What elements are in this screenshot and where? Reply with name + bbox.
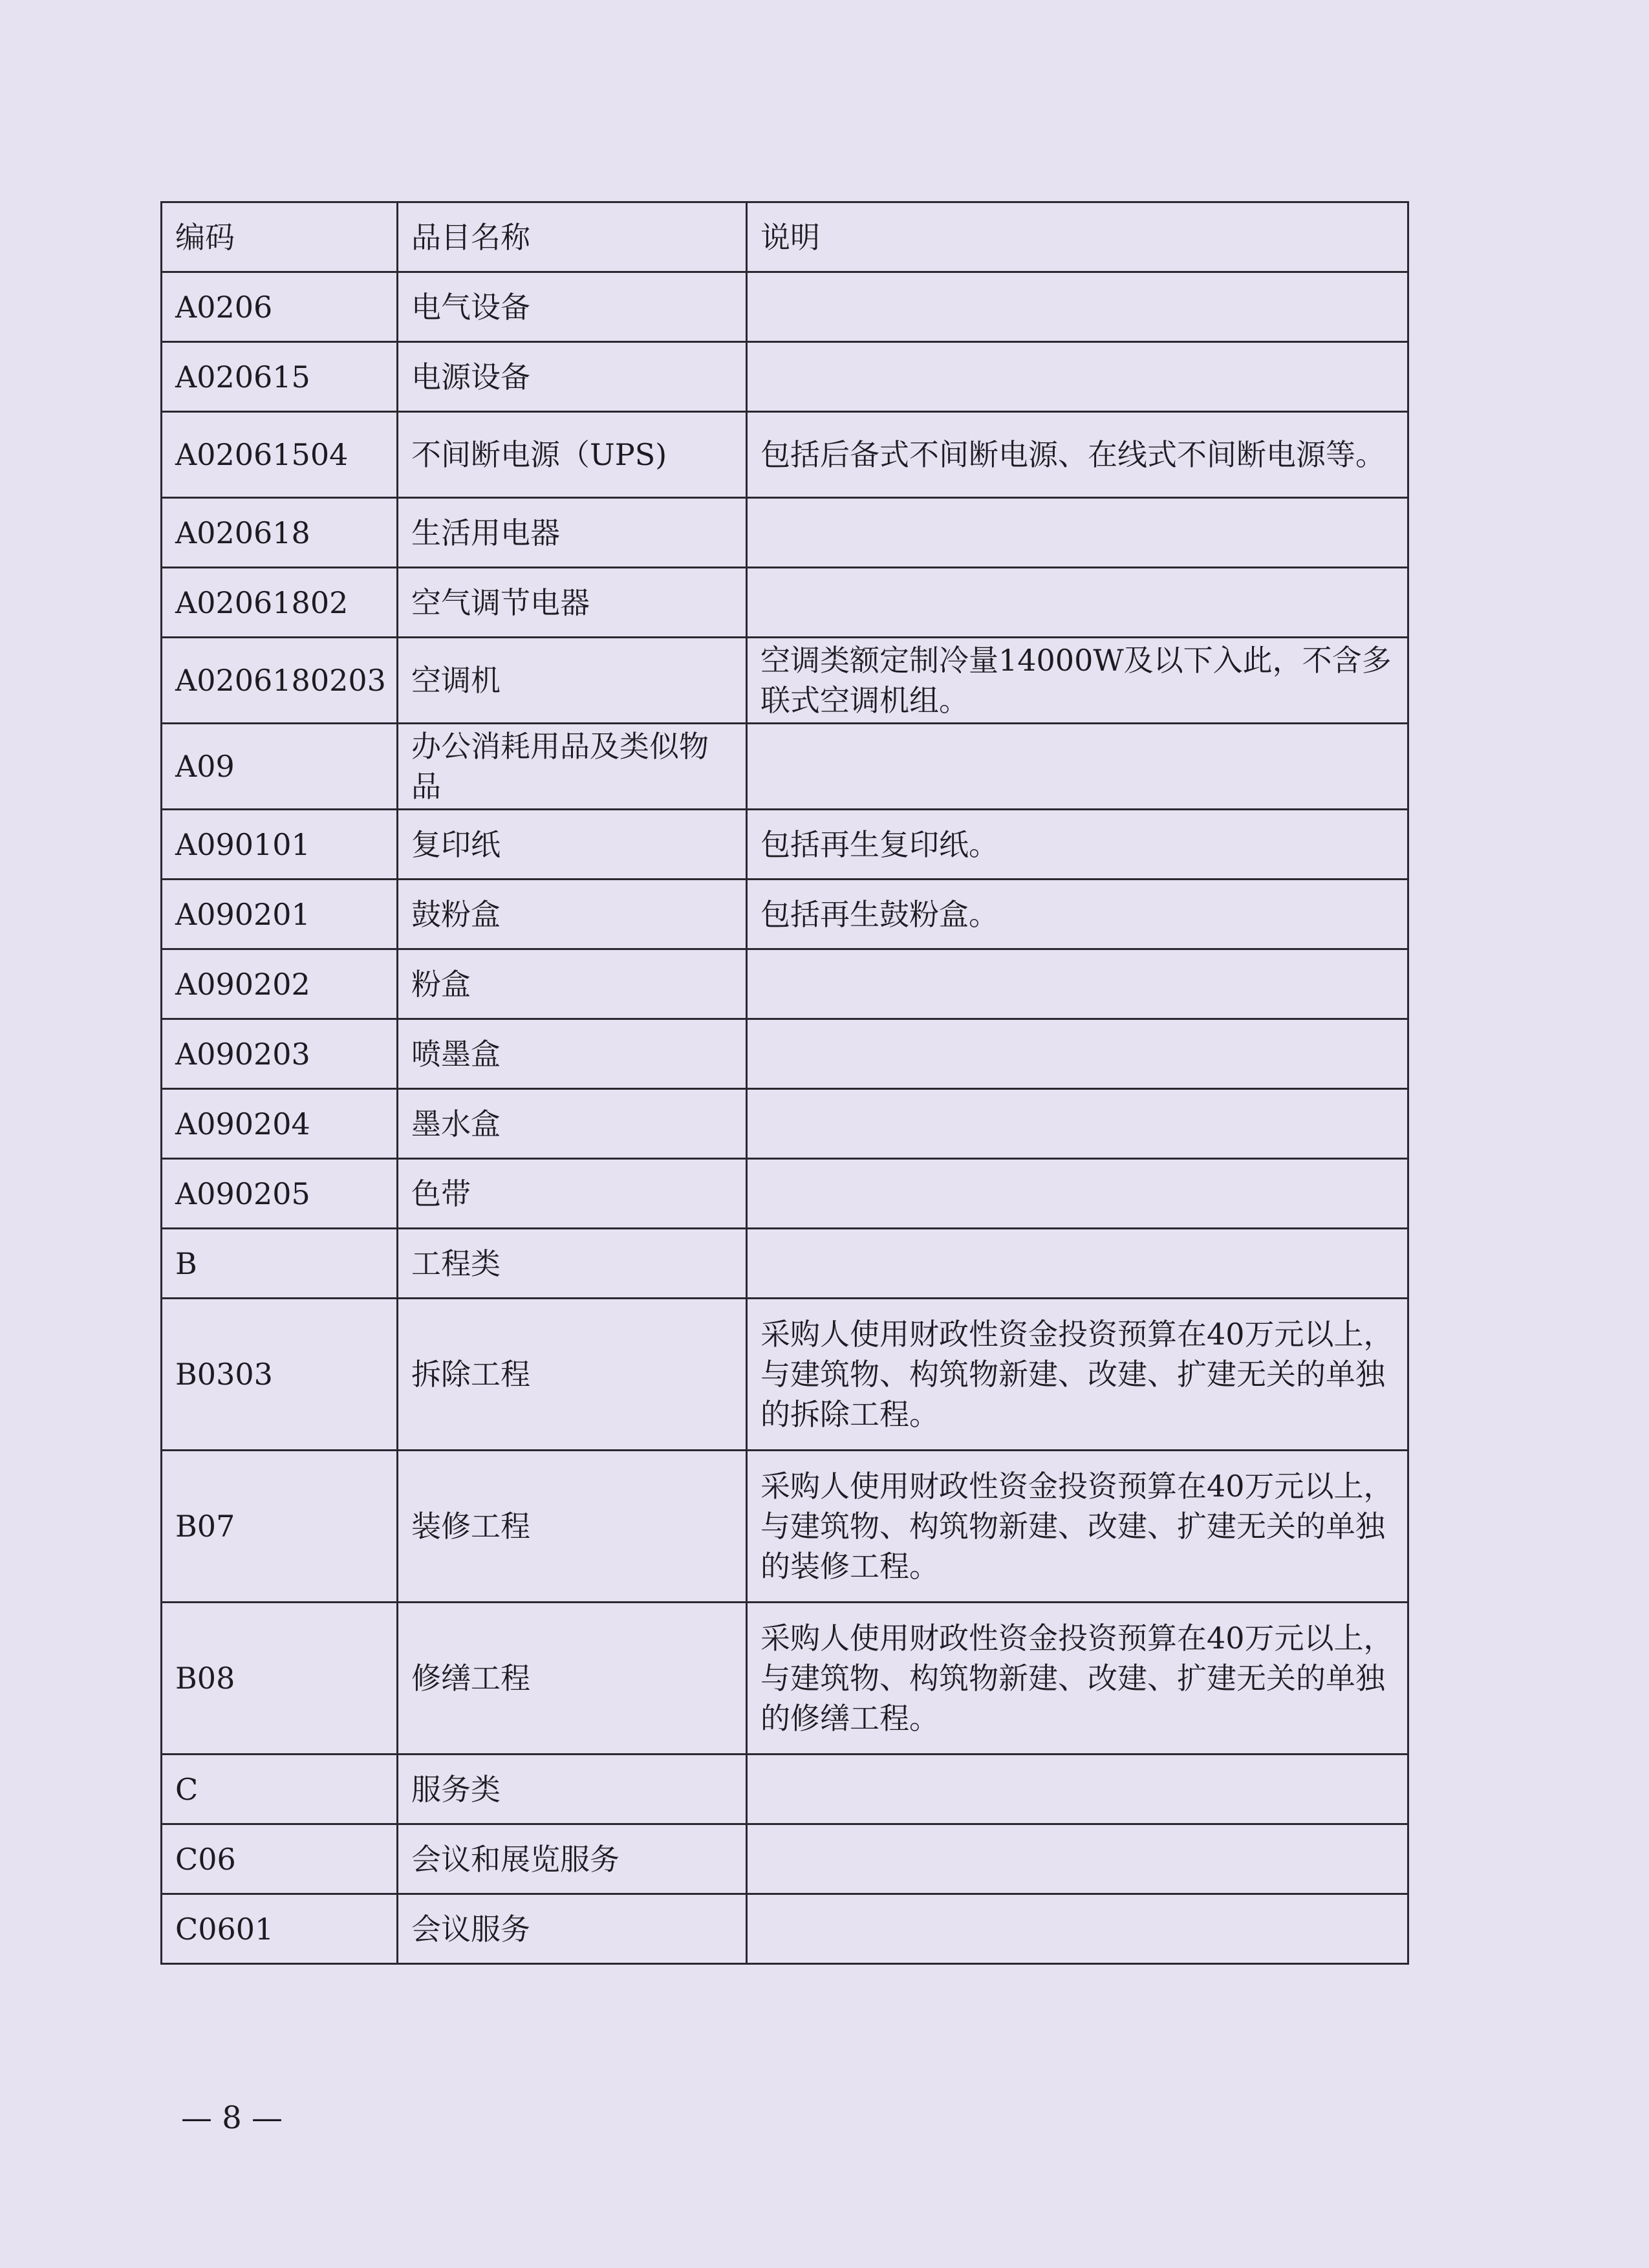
cell-name: 会议和展览服务 (398, 1824, 747, 1894)
cell-code: C0601 (162, 1894, 398, 1964)
cell-name: 工程类 (398, 1229, 747, 1299)
cell-name: 办公消耗用品及类似物品 (398, 724, 747, 810)
cell-desc: 空调类额定制冷量14000W及以下入此，不含多联式空调机组。 (747, 638, 1408, 724)
cell-code: A020615 (162, 342, 398, 412)
cell-code: C06 (162, 1824, 398, 1894)
cell-code: A090203 (162, 1019, 398, 1089)
table-row (162, 1299, 1408, 1451)
cell-code: A0206180203 (162, 638, 398, 724)
table-row (162, 638, 1408, 724)
cell-desc (747, 1894, 1408, 1964)
cell-code: A0206 (162, 272, 398, 342)
cell-name: 空调机 (398, 638, 747, 724)
cell-name: 粉盒 (398, 949, 747, 1019)
cell-code: B07 (162, 1451, 398, 1603)
header-description: 说明 (747, 202, 1408, 272)
table-row (162, 1229, 1408, 1299)
cell-desc (747, 724, 1408, 810)
cell-name: 生活用电器 (398, 498, 747, 568)
cell-code: A020618 (162, 498, 398, 568)
cell-desc: 包括后备式不间断电源、在线式不间断电源等。 (747, 412, 1408, 498)
cell-code: A090205 (162, 1159, 398, 1229)
cell-code: B08 (162, 1603, 398, 1755)
cell-code: B (162, 1229, 398, 1299)
cell-desc: 采购人使用财政性资金投资预算在40万元以上，与建筑物、构筑物新建、改建、扩建无关的单独的拆除工程。 (747, 1299, 1408, 1451)
cell-code: A09 (162, 724, 398, 810)
table-row (162, 880, 1408, 949)
cell-name: 色带 (398, 1159, 747, 1229)
cell-desc (747, 568, 1408, 638)
table-row (162, 1451, 1408, 1603)
table-row (162, 568, 1408, 638)
procurement-catalog-table (160, 201, 1409, 1965)
cell-name: 空气调节电器 (398, 568, 747, 638)
cell-name: 装修工程 (398, 1451, 747, 1603)
cell-name: 鼓粉盒 (398, 880, 747, 949)
table-row (162, 272, 1408, 342)
cell-name: 服务类 (398, 1755, 747, 1824)
cell-name: 墨水盒 (398, 1089, 747, 1159)
page-number: — 8 — (181, 2100, 283, 2136)
cell-code: A090204 (162, 1089, 398, 1159)
cell-desc: 包括再生复印纸。 (747, 810, 1408, 880)
cell-desc (747, 1755, 1408, 1824)
table-header-row (162, 202, 1408, 272)
cell-name: 会议服务 (398, 1894, 747, 1964)
cell-desc: 包括再生鼓粉盒。 (747, 880, 1408, 949)
cell-desc (747, 342, 1408, 412)
table-row (162, 1824, 1408, 1894)
cell-name: 修缮工程 (398, 1603, 747, 1755)
table-row (162, 1159, 1408, 1229)
cell-code: A02061802 (162, 568, 398, 638)
table-row (162, 412, 1408, 498)
cell-desc (747, 1229, 1408, 1299)
cell-name: 电气设备 (398, 272, 747, 342)
table-row (162, 1894, 1408, 1964)
cell-name: 喷墨盒 (398, 1019, 747, 1089)
table-row (162, 1089, 1408, 1159)
cell-desc (747, 1159, 1408, 1229)
cell-name: 电源设备 (398, 342, 747, 412)
cell-code: C (162, 1755, 398, 1824)
cell-desc (747, 949, 1408, 1019)
table-row (162, 1603, 1408, 1755)
cell-desc: 采购人使用财政性资金投资预算在40万元以上，与建筑物、构筑物新建、改建、扩建无关的单独的修缮工程。 (747, 1603, 1408, 1755)
cell-desc (747, 1824, 1408, 1894)
cell-name: 拆除工程 (398, 1299, 747, 1451)
cell-code: A090201 (162, 880, 398, 949)
cell-code: A090101 (162, 810, 398, 880)
cell-name: 复印纸 (398, 810, 747, 880)
table-row (162, 342, 1408, 412)
table-row (162, 810, 1408, 880)
table-row (162, 724, 1408, 810)
cell-desc: 采购人使用财政性资金投资预算在40万元以上，与建筑物、构筑物新建、改建、扩建无关的单独的装修工程。 (747, 1451, 1408, 1603)
cell-code: B0303 (162, 1299, 398, 1451)
table-row (162, 1755, 1408, 1824)
header-item-name: 品目名称 (398, 202, 747, 272)
cell-desc (747, 498, 1408, 568)
cell-code: A02061504 (162, 412, 398, 498)
cell-desc (747, 272, 1408, 342)
table-row (162, 949, 1408, 1019)
cell-desc (747, 1019, 1408, 1089)
cell-desc (747, 1089, 1408, 1159)
table-row (162, 498, 1408, 568)
header-code: 编码 (162, 202, 398, 272)
cell-name: 不间断电源（UPS) (398, 412, 747, 498)
cell-code: A090202 (162, 949, 398, 1019)
table-row (162, 1019, 1408, 1089)
